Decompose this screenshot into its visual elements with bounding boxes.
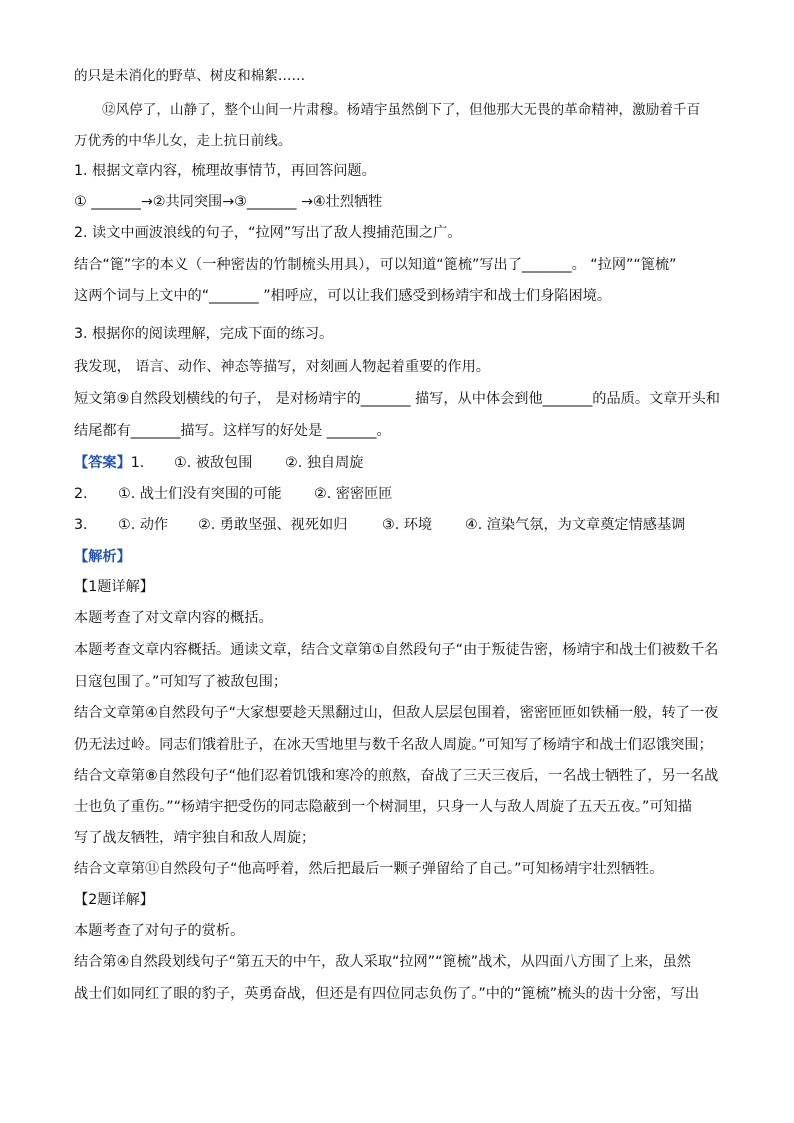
passage-line-3: 万优秀的中华儿女，走上抗日前线。 — [74, 133, 292, 149]
answer-3-item-2: ②. 勇敢坚强、视死如归 — [198, 517, 348, 533]
answer-2-number: 2. — [74, 486, 88, 502]
analysis-tag: 【解析】 — [74, 549, 131, 565]
detail-1-line-5: 仍无法过岭。同志们饿着肚子，在冰天雪地里与数千名敌人周旋。”可知写了杨靖宇和战士们忍饿突围； — [74, 737, 713, 753]
answer-3-item-3: ③. 环境 — [382, 517, 433, 533]
answer-1-item-2: ②. 独自周旋 — [285, 455, 364, 471]
answer-2-item-2: ②. 密密匝匝 — [314, 486, 393, 502]
question-3-line-c: 结尾都有_______描写。这样写的好处是 _______。 — [74, 423, 391, 439]
question-2-prompt: 2. 读文中画波浪线的句子，“拉网”写出了敌人搜捕范围之广。 — [74, 225, 462, 241]
passage-line-1: 的只是未消化的野草、树皮和棉絮…… — [74, 68, 306, 84]
answer-2-item-1: ①. 战士们没有突围的可能 — [118, 486, 282, 502]
detail-1-line-3: 日寇包围了。”可知写了被敌包围； — [74, 674, 288, 690]
detail-2-heading: 【2题详解】 — [74, 892, 154, 908]
detail-1-line-2: 本题考查文章内容概括。通读文章，结合文章第①自然段句子“由于叛徒告密，杨靖宇和战士们被数千名 — [74, 642, 719, 658]
answer-1-number: 1. — [130, 455, 145, 471]
answer-tag: 【答案】 — [74, 455, 131, 471]
detail-1-line-7: 士也负了重伤。”“杨靖宇把受伤的同志隐蔽到一个树洞里，只身一人与敌人周旋了五天五夜。”可知描 — [74, 799, 692, 815]
detail-2-line-3: 战士们如同红了眼的豹子，英勇奋战，但还是有四位同志负伤了。”中的“篦梳”梳头的齿十分密，写出 — [74, 986, 700, 1002]
answer-3-item-4: ④. 渲染气氛，为文章奠定情感基调 — [465, 517, 686, 533]
question-3-line-b: 短文第⑨自然段划横线的句子， 是对杨靖宇的_______ 描写，从中体会到他_______的品质。文章开头和 — [74, 391, 720, 407]
question-1-plot-flow: ① _______→②共同突围→③_______ →④壮烈牺牲 — [74, 194, 383, 210]
answer-row-2 — [74, 484, 724, 504]
answer-row-3 — [74, 515, 724, 535]
passage-paragraph-12: ⑫风停了，山静了，整个山间一片肃穆。杨靖宇虽然倒下了，但他那大无畏的革命精神，激励着千百 — [102, 102, 701, 118]
detail-2-line-1: 本题考查了对句子的赏析。 — [74, 923, 245, 939]
question-3-prompt: 3. 根据你的阅读理解，完成下面的练习。 — [74, 326, 334, 342]
detail-2-line-2: 结合第④自然段划线句子“第五天的中午，敌人采取“拉网”“篦梳”战术，从四面八方围了上来，虽然 — [74, 954, 691, 970]
answer-3-item-1: ①. 动作 — [118, 517, 169, 533]
question-1-prompt: 1. 根据文章内容，梳理故事情节，再回答问题。 — [74, 163, 376, 179]
question-2-line-a: 结合“篦”字的本义（一种密齿的竹制梳头用具），可以知道“篦梳”写出了_______。 “拉网”“篦梳” — [74, 257, 677, 273]
detail-1-line-9: 结合文章第⑪自然段句子“他高呼着，然后把最后一颗子弹留给了自己。”可知杨靖宇壮烈牺牲。 — [74, 861, 664, 877]
question-2-line-b: 这两个词与上文中的“_______ ”相呼应，可以让我们感受到杨靖宇和战士们身陷困境。 — [74, 288, 612, 304]
answer-1-item-1: ①. 被敌包围 — [174, 455, 253, 471]
answer-row-1 — [74, 453, 724, 473]
question-3-line-a: 我发现， 语言、动作、神态等描写，对刻画人物起着重要的作用。 — [74, 359, 490, 375]
answer-3-number: 3. — [74, 517, 88, 533]
detail-1-line-4: 结合文章第④自然段句子“大家想要趁天黑翻过山，但敌人层层包围着，密密匝匝如铁桶一般，转了一夜 — [74, 705, 719, 721]
detail-1-line-1: 本题考查了对文章内容的概括。 — [74, 610, 273, 626]
detail-1-heading: 【1题详解】 — [74, 579, 154, 595]
detail-1-line-8: 写了战友牺牲，靖宇独自和敌人周旋； — [74, 830, 316, 846]
detail-1-line-6: 结合文章第⑧自然段句子“他们忍着饥饿和寒冷的煎熬，奋战了三天三夜后，一名战士牺牲了，另一名战 — [74, 768, 719, 784]
